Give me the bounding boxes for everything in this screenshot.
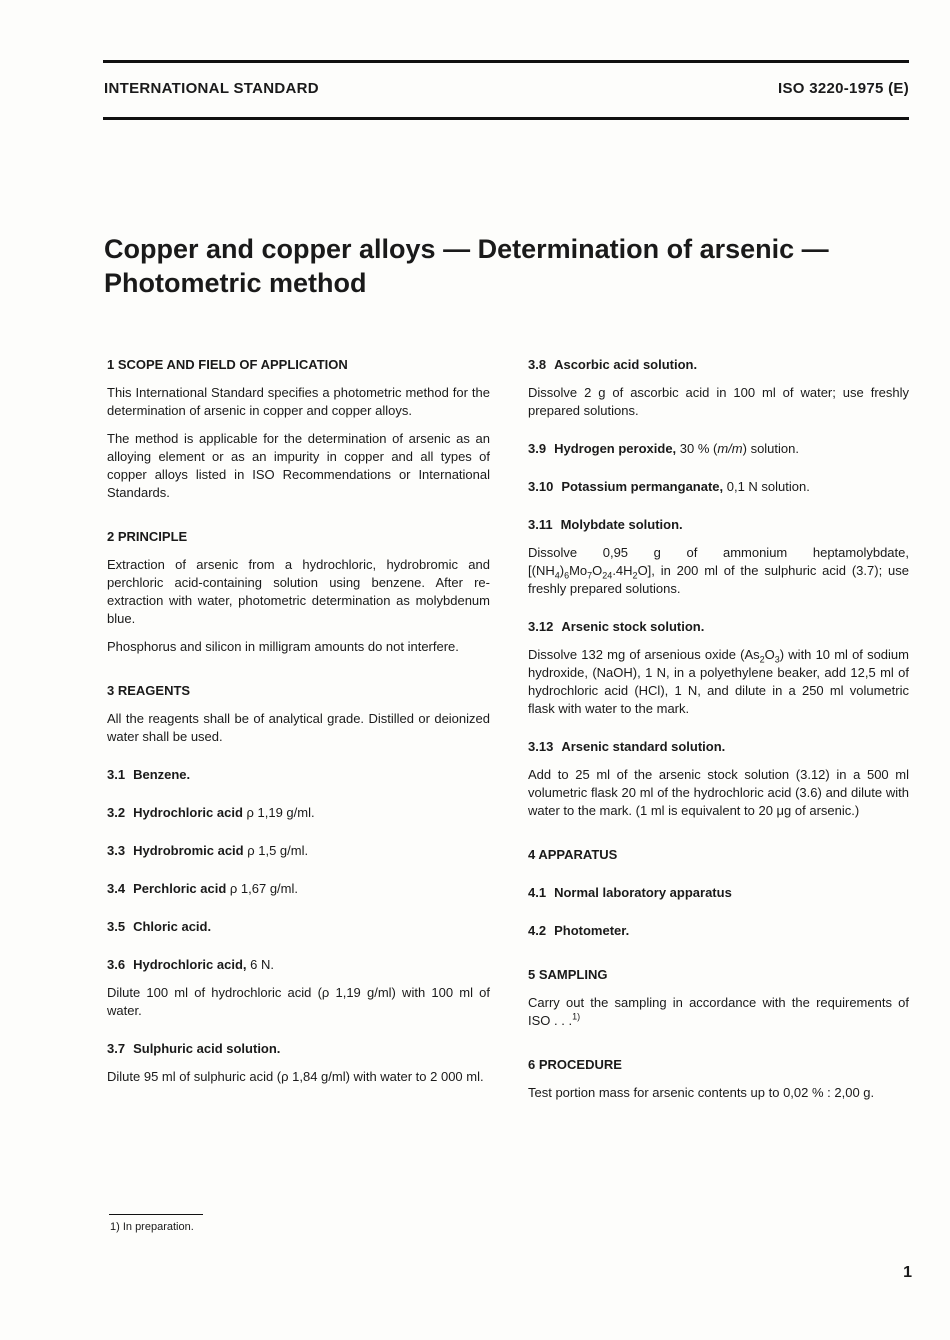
item-3-2 (107, 804, 490, 822)
item-number: 3.3 (107, 843, 126, 858)
footnote: 1) In preparation. (110, 1221, 194, 1233)
item-number: 3.9 (528, 441, 547, 456)
item-number: 3.10 (528, 479, 554, 494)
item-name: Normal laboratory apparatus (554, 885, 732, 900)
item-4-1 (528, 884, 909, 902)
item-3-6 (107, 956, 490, 974)
section-6-paragraph: Test portion mass for arsenic contents up to 0,02 % : 2,00 g. (528, 1085, 875, 1100)
item-detail: 30 % (m/m) solution. (676, 441, 799, 456)
section-2-heading: 2 PRINCIPLE (107, 529, 188, 544)
section-3-heading: 3 REAGENTS (107, 683, 191, 698)
right-column (528, 356, 909, 1102)
footnote-reference: 1) (572, 1011, 581, 1022)
item-name: Hydrochloric acid (133, 805, 243, 820)
item-3-11-paragraph: Dissolve 0,95 g of ammonium heptamolybdate, $[(NH_4)_6Mo_7O_{24}.4H_2O]$, in 200 ml of the sulphuric acid (3.7); use freshly prepared solutions. (528, 545, 909, 596)
item-detail: ρ 1,67 g/ml. (226, 881, 298, 896)
item-number: 3.8 (528, 357, 547, 372)
item-number: 3.6 (107, 957, 126, 972)
item-name: Ascorbic acid solution. (554, 357, 698, 372)
item-number: 3.1 (107, 767, 126, 782)
left-column (107, 356, 490, 1086)
item-number: 3.5 (107, 919, 126, 934)
item-name: Arsenic stock solution. (561, 619, 705, 634)
item-3-6-paragraph: Dilute 100 ml of hydrochloric acid (ρ 1,19 g/ml) with 100 ml of water. (107, 985, 490, 1018)
item-detail: ρ 1,19 g/ml. (242, 805, 315, 820)
item-number: 3.4 (107, 881, 126, 896)
item-3-7-paragraph: Dilute 95 ml of sulphuric acid (ρ 1,84 g/ml) with water to 2 000 ml. (107, 1069, 484, 1084)
section-1-heading: 1 SCOPE AND FIELD OF APPLICATION (107, 357, 348, 372)
item-detail: ρ 1,5 g/ml. (243, 843, 309, 858)
item-3-5 (107, 918, 490, 936)
item-name: Hydrochloric acid, (133, 957, 247, 972)
page-number: 1 (903, 1264, 912, 1281)
item-3-12-paragraph: Dissolve 132 mg of arsenious oxide $(As_2O_3)$ with 10 ml of sodium hydroxide, (NaOH), 1 N, in a polyethylene beaker, add 12,5 ml of hydrochloric acid (HCl), 1 N, and dilute in a 250 ml volumetric flask with water to the mark. (528, 647, 909, 716)
item-name: Chloric acid. (133, 919, 212, 934)
item-name: Benzene. (133, 767, 191, 782)
section-3-paragraph: All the reagents shall be of analytical grade. Distilled or deionized water shall be used. (107, 711, 490, 744)
item-3-8-paragraph: Dissolve 2 g of ascorbic acid in 100 ml of water; use freshly prepared solutions. (528, 385, 909, 418)
item-3-12 (528, 618, 909, 636)
item-4-2 (528, 922, 909, 940)
item-3-3 (107, 842, 490, 860)
section-4-heading: 4 APPARATUS (528, 847, 618, 862)
item-name: Perchloric acid (133, 881, 227, 896)
item-3-8 (528, 356, 909, 374)
item-name: Potassium permanganate, (561, 479, 724, 494)
item-3-7 (107, 1040, 490, 1058)
title-line-1: Copper and copper alloys — Determination of arsenic — (104, 234, 829, 264)
item-3-1 (107, 766, 490, 784)
title-line-2: Photometric method (104, 268, 367, 298)
section-5-paragraph: Carry out the sampling in accordance with the requirements of ISO . . .$^{1)}$ (528, 995, 909, 1028)
item-number: 3.7 (107, 1041, 126, 1056)
standard-number: ISO 3220-1975 (E) (777, 80, 909, 97)
footnote-rule (109, 1214, 203, 1215)
item-name: Sulphuric acid solution. (133, 1041, 281, 1056)
item-3-13 (528, 738, 909, 756)
item-3-10 (528, 478, 909, 496)
item-detail: 0,1 N solution. (723, 479, 810, 494)
section-2-paragraph-2: Phosphorus and silicon in milligram amounts do not interfere. (107, 639, 459, 654)
section-1-paragraph-1: This International Standard specifies a photometric method for the determination of arsenic in copper and copper alloys. (107, 385, 490, 418)
header-top-rule (103, 60, 909, 63)
item-3-9 (528, 440, 909, 458)
item-3-11 (528, 516, 909, 534)
item-number: 3.2 (107, 805, 126, 820)
item-number: 3.12 (528, 619, 554, 634)
header-bottom-rule (103, 117, 909, 120)
item-number: 4.2 (528, 923, 547, 938)
item-name: Molybdate solution. (560, 517, 683, 532)
item-number: 3.13 (528, 739, 554, 754)
item-number: 3.11 (528, 517, 553, 532)
item-3-13-paragraph: Add to 25 ml of the arsenic stock solution (3.12) in a 500 ml volumetric flask 20 ml of the hydrochloric acid (3.6) and dilute with water to the mark. (1 ml is equivalent to 20 μg of arsenic.) (528, 767, 909, 818)
item-detail: 6 N. (246, 957, 274, 972)
item-number: 4.1 (528, 885, 547, 900)
item-name: Hydrogen peroxide, (554, 441, 677, 456)
item-name: Photometer. (554, 923, 630, 938)
item-name: Arsenic standard solution. (561, 739, 726, 754)
section-1-paragraph-2: The method is applicable for the determination of arsenic as an alloying element or as an impurity in copper and all types of copper alloys listed in ISO Recommendations or International Standards. (107, 431, 490, 500)
document-title (104, 232, 894, 300)
section-2-paragraph-1: Extraction of arsenic from a hydrochloric, hydrobromic and perchloric acid-containing solution using benzene. After re-extraction with water, photometric determination as molybdenum blue. (107, 557, 490, 626)
standard-label: INTERNATIONAL STANDARD (104, 80, 319, 97)
section-6-heading: 6 PROCEDURE (528, 1057, 622, 1072)
item-3-4 (107, 880, 490, 898)
section-5-heading: 5 SAMPLING (528, 967, 608, 982)
item-name: Hydrobromic acid (133, 843, 244, 858)
